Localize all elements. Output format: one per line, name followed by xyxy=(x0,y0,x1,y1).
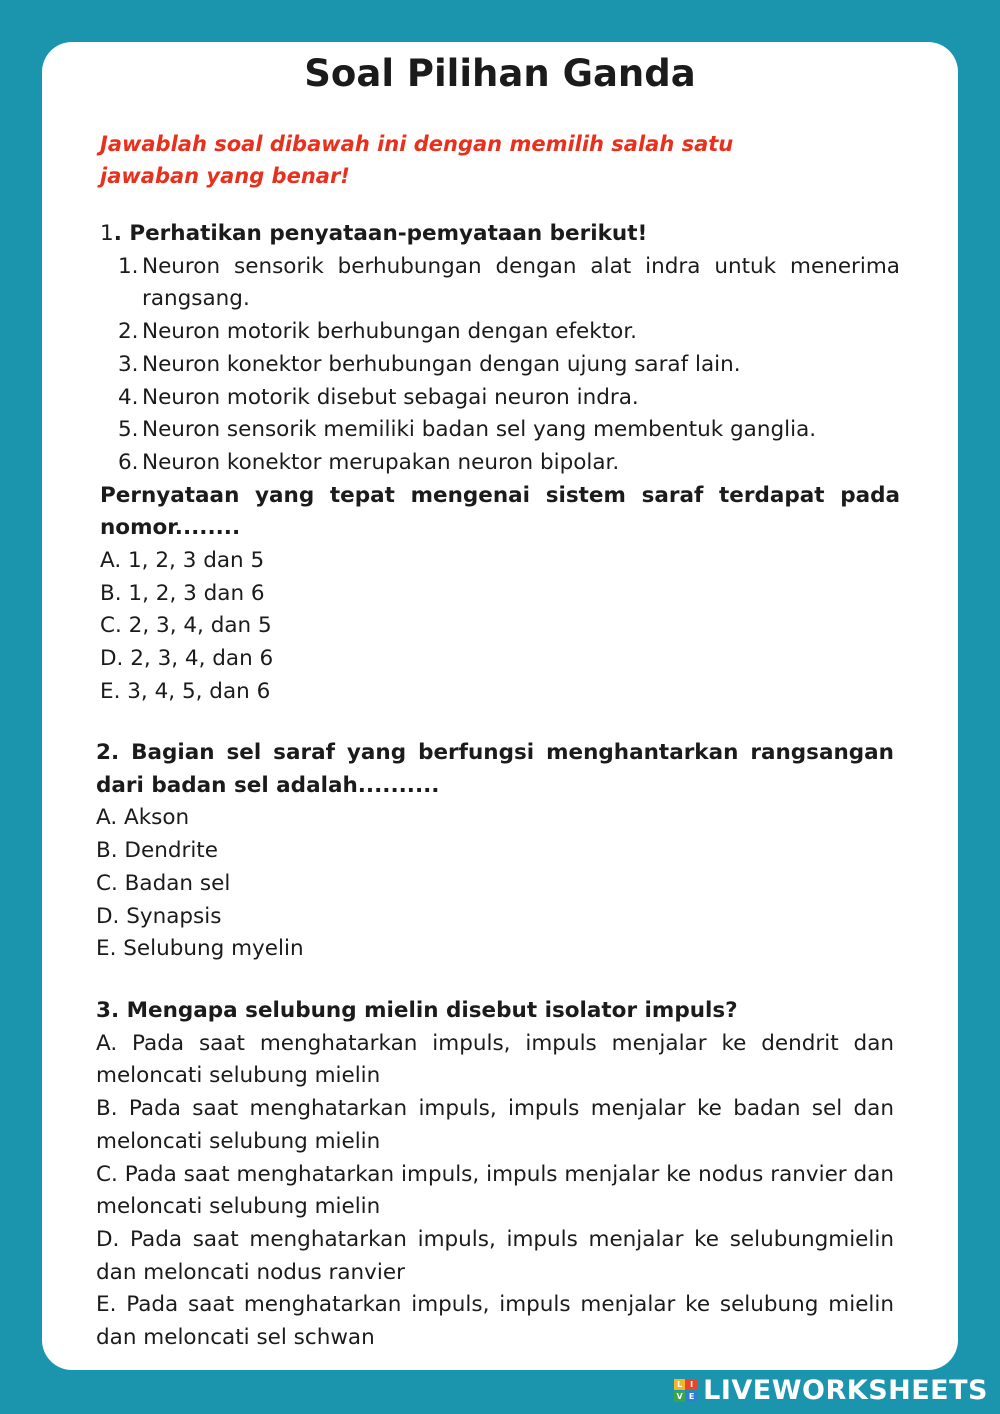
statement-number: 1. xyxy=(118,253,139,279)
question-2-prompt: 2. Bagian sel saraf yang berfungsi menghantarkan rangsangan dari badan sel adalah.......... xyxy=(96,740,894,798)
question-1-number: 1 xyxy=(100,221,114,246)
statement-number: 5. xyxy=(118,417,139,443)
option-d[interactable]: D. Synapsis xyxy=(96,903,222,929)
option-c[interactable]: C. Badan sel xyxy=(96,870,231,896)
option-a[interactable]: A. 1, 2, 3 dan 5 xyxy=(100,548,265,574)
logo-letter: L xyxy=(674,1379,685,1390)
question-1-prompt xyxy=(100,218,900,251)
statement-text: Neuron konektor berhubungan dengan ujung saraf lain. xyxy=(142,351,741,377)
statement-item xyxy=(118,316,900,349)
statement-number: 6. xyxy=(118,449,139,475)
option-d[interactable]: D. Pada saat menghatarkan impuls, impuls menjalar ke selubungmielin dan meloncati nodus ranvier xyxy=(96,1226,894,1285)
logo-letter: V xyxy=(674,1391,685,1402)
option-e[interactable]: E. Selubung myelin xyxy=(96,936,304,962)
liveworksheets-logo-icon xyxy=(674,1379,697,1402)
statement-item xyxy=(118,382,900,415)
option-b[interactable]: B. Pada saat menghatarkan impuls, impuls menjalar ke badan sel dan meloncati selubung mielin xyxy=(96,1096,894,1154)
option-e[interactable]: E. 3, 4, 5, dan 6 xyxy=(100,678,271,704)
statement-text: Neuron sensorik berhubungan dengan alat indra untuk menerima rangsang. xyxy=(142,253,900,312)
statement-item xyxy=(118,251,900,316)
brand-name: LIVEWORKSHEETS xyxy=(703,1374,988,1406)
question-3-options xyxy=(96,1028,894,1355)
liveworksheets-brand[interactable] xyxy=(674,1372,988,1408)
question-3 xyxy=(96,995,894,1355)
option-e[interactable]: E. Pada saat menghatarkan impuls, impuls menjalar ke selubung mielin dan meloncati sel schwan xyxy=(96,1292,894,1351)
statement-text: Neuron motorik disebut sebagai neuron indra. xyxy=(142,384,639,410)
statement-text: Neuron konektor merupakan neuron bipolar. xyxy=(142,449,620,475)
question-2-options xyxy=(96,802,894,966)
question-3-prompt: 3. Mengapa selubung mielin disebut isolator impuls? xyxy=(96,998,738,1023)
statement-number: 2. xyxy=(118,319,139,345)
question-1-stem: Pernyataan yang tepat mengenai sistem saraf terdapat pada nomor........ xyxy=(100,482,900,541)
statement-list xyxy=(100,251,900,480)
statement-item xyxy=(118,349,900,382)
page-title: Soal Pilihan Ganda xyxy=(304,52,696,95)
logo-letter: E xyxy=(686,1391,697,1402)
option-b[interactable]: B. 1, 2, 3 dan 6 xyxy=(100,580,265,606)
statement-number: 3. xyxy=(118,351,139,377)
question-2 xyxy=(96,737,894,966)
question-1-prompt-text: . Perhatikan penyataan-pemyataan berikut! xyxy=(113,221,648,246)
option-a[interactable]: A. Akson xyxy=(96,805,190,831)
statement-item xyxy=(118,414,900,447)
statement-text: Neuron sensorik memiliki badan sel yang membentuk ganglia. xyxy=(142,417,817,443)
statement-item xyxy=(118,447,900,480)
option-c[interactable]: C. Pada saat menghatarkan impuls, impuls menjalar ke nodus ranvier dan meloncati selubung mielin xyxy=(96,1161,894,1220)
option-c[interactable]: C. 2, 3, 4, dan 5 xyxy=(100,613,272,639)
question-1 xyxy=(100,218,900,709)
option-b[interactable]: B. Dendrite xyxy=(96,838,218,864)
logo-letter: I xyxy=(686,1379,697,1390)
instruction-text: Jawablah soal dibawah ini dengan memilih salah satu jawaban yang benar! xyxy=(100,132,734,188)
option-a[interactable]: A. Pada saat menghatarkan impuls, impuls menjalar ke dendrit dan meloncati selubung mielin xyxy=(96,1030,894,1089)
statement-number: 4. xyxy=(118,384,139,410)
question-1-options xyxy=(100,545,900,709)
statement-text: Neuron motorik berhubungan dengan efektor. xyxy=(142,319,638,345)
option-d[interactable]: D. 2, 3, 4, dan 6 xyxy=(100,646,274,672)
